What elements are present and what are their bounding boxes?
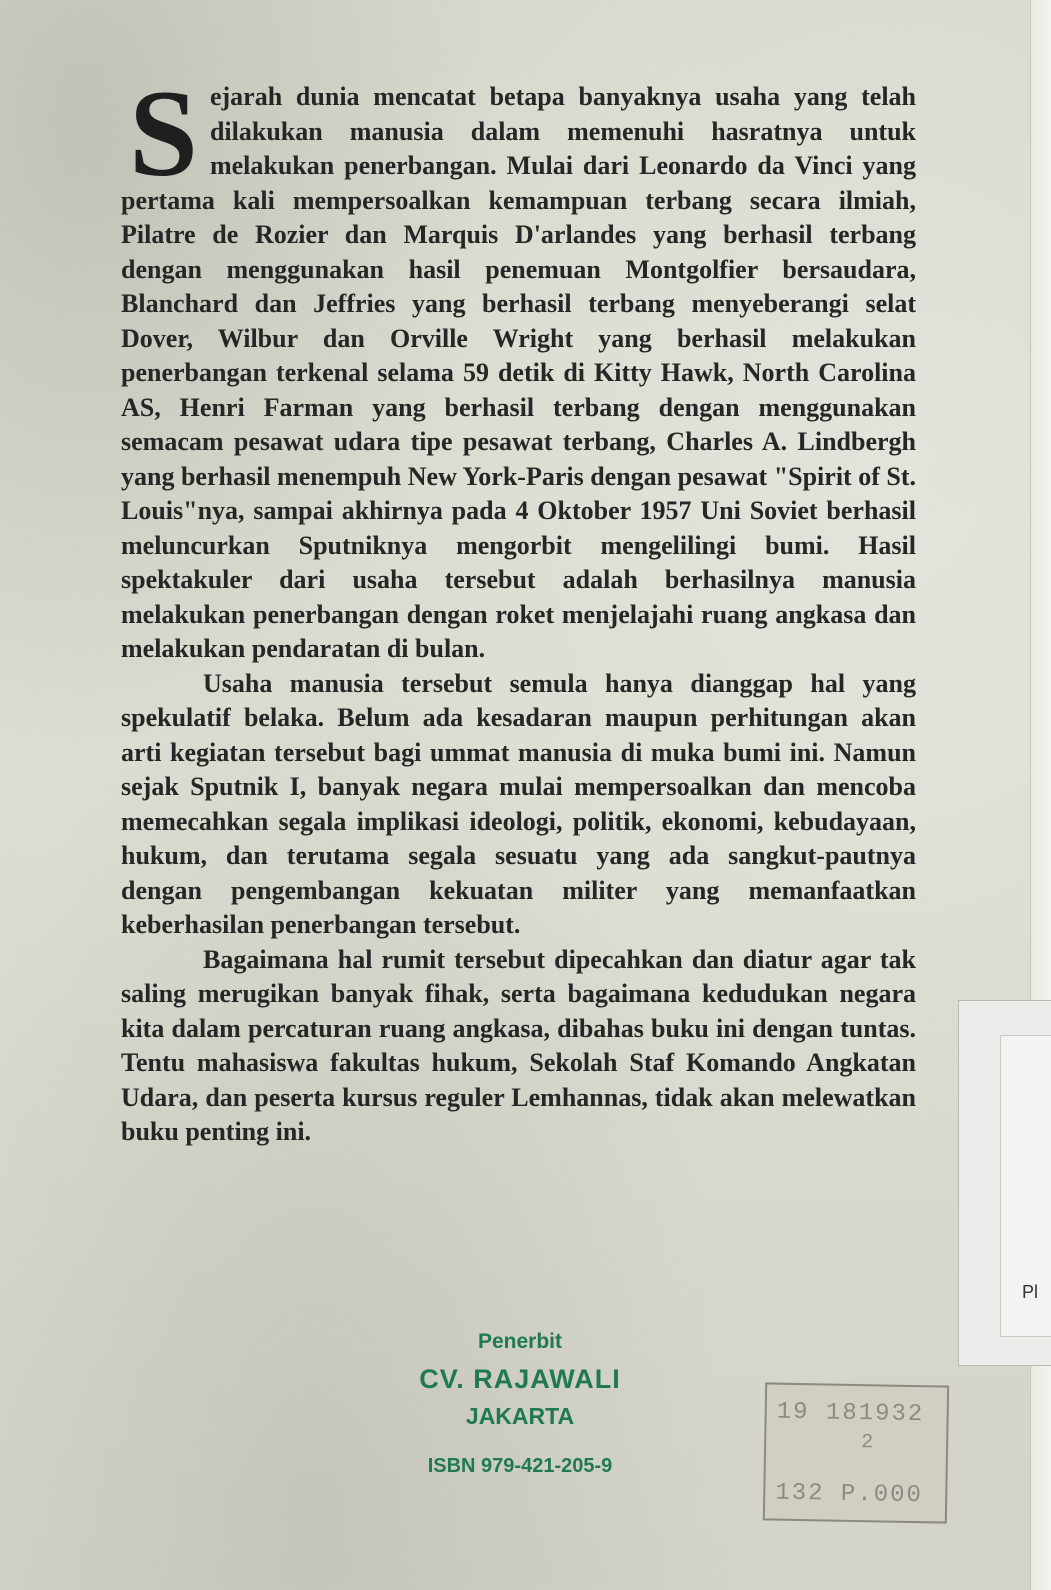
publisher-block <box>360 1330 680 1478</box>
library-tag-text: Pl <box>1022 1282 1039 1302</box>
blurb-paragraph-1-text: ejarah dunia mencatat betapa banyaknya usaha yang telah dilakukan manusia dalam memenuhi hasratnya untuk melakukan penerbangan. Mulai dari Leonardo da Vinci yang pertama kali mempersoalkan kemampuan terbang secara ilmiah, Pilatre de Rozier dan Marquis D'arlandes yang berhasil terbang dengan menggunakan hasil penemuan Montgolfier bersaudara, Blanchard dan Jeffries yang berhasil terbang menyeberangi selat Dover, Wilbur dan Orville Wright yang berhasil melakukan penerbangan terkenal selama 59 detik di Kitty Hawk, North Carolina AS, Henri Farman yang berhasil terbang dengan menggunakan semacam pesawat udara tipe pesawat terbang, Charles A. Lindbergh yang berhasil menempuh New York-Paris dengan pesawat "Spirit of St. Louis"nya, sampai akhirnya pada 4 Oktober 1957 Uni Soviet berhasil meluncurkan Sputniknya mengorbit mengelilingi bumi. Hasil spektakuler dari usaha tersebut adalah berhasilnya manusia melakukan penerbangan dengan roket menjelajahi ruang angkasa dan melakukan pendaratan di bulan. <box>121 82 916 663</box>
publisher-name: CV. RAJAWALI <box>419 1364 621 1394</box>
blurb-paragraph-1 <box>121 65 916 667</box>
drop-cap: S <box>129 65 198 202</box>
library-stamp <box>763 1382 949 1523</box>
stamp-line-2: 2 <box>860 1431 874 1455</box>
blurb-paragraph-2: Usaha manusia tersebut semula hanya dianggap hal yang spekulatif belaka. Belum ada kesadaran maupun perhitungan akan arti kegiatan tersebut bagi ummat manusia di muka bumi ini. Namun sejak Sputnik I, banyak negara mulai mempersoalkan dan mencoba memecahkan segala implikasi ideologi, politik, ekonomi, kebudayaan, hukum, dan terutama segala sesuatu yang ada sangkut-pautnya dengan pengembangan kekuatan militer yang memanfaatkan keberhasilan penerbangan tersebut. <box>121 668 916 939</box>
stamp-line-1: 19 181932 <box>776 1398 925 1429</box>
back-cover-blurb <box>121 65 916 1150</box>
stamp-line-3: 132 P.000 <box>775 1479 924 1510</box>
publisher-label: Penerbit <box>477 1330 563 1353</box>
isbn: ISBN 979-421-205-9 <box>427 1455 613 1477</box>
blurb-paragraph-3: Bagaimana hal rumit tersebut dipecahkan dan diatur agar tak saling merugikan banyak fihak, serta bagaimana kedudukan negara kita dalam percaturan ruang angkasa, dibahas buku ini dengan tuntas. Tentu mahasiswa fakultas hukum, Sekolah Staf Komando Angkatan Udara, dan peserta kursus reguler Lemhannas, tidak akan melewatkan buku penting ini. <box>121 944 916 1146</box>
publisher-city: JAKARTA <box>465 1403 575 1429</box>
